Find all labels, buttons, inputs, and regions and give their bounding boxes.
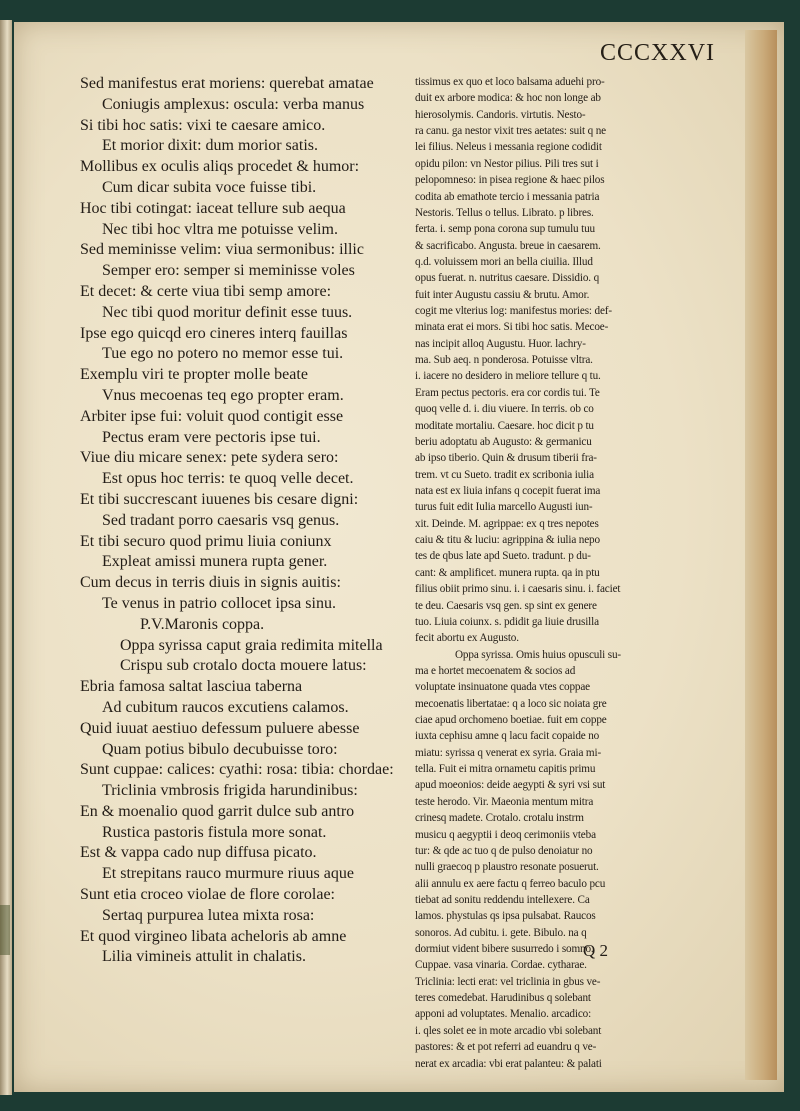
verse-line: Si tibi hoc satis: vixi te caesare amico. (80, 116, 326, 134)
verse-column (80, 74, 400, 968)
commentary-line: ferta. i. semp pona corona sup tumulu tuu (415, 223, 595, 236)
commentary-line: ra canu. ga nestor vixit tres aetates: suit q ne (415, 125, 607, 138)
verse-line: Et morior dixit: dum morior satis. (102, 137, 318, 155)
verse-line: Rustica pastoris fistula more sonat. (102, 823, 327, 841)
verse-line: En & moenalio quod garrit dulce sub antro (80, 802, 355, 820)
page-stain (0, 905, 10, 955)
commentary-line: lei filius. Neleus i messania regione codidit (415, 141, 602, 154)
verse-line: Nec tibi hoc vltra me potuisse velim. (102, 220, 338, 238)
commentary-line: opus fuerat. n. nutritus caesare. Dissidio. q (415, 272, 600, 285)
commentary-line: te deu. Caesaris vsq gen. sp sint ex genere (415, 599, 597, 612)
verse-line: Cum decus in terris diuis in signis auitis: (80, 574, 341, 592)
verse-line: Nec tibi quod moritur definit esse tuus. (102, 303, 353, 321)
commentary-line: fuit inter Augustu cassiu & brutu. Amor. (415, 288, 590, 301)
commentary-line: caiu & titu & luciu: agrippina & iulia nepo (415, 534, 600, 547)
commentary-line: tissimus ex quo et loco balsama aduehi pro- (415, 76, 605, 88)
verse-line: Sed manifestus erat moriens: querebat amatae (80, 75, 374, 92)
verse-line: Quid iuuat aestiuo defessum puluere abesse (80, 719, 360, 737)
commentary-line: cogit me vlterius log: manifestus mories: def- (415, 305, 612, 318)
commentary-line: sonoros. Ad cubitu. i. gete. Bibulo. na q (415, 926, 587, 939)
commentary-line: opidu pilon: vn Nestor pilius. Pili tres sut i (415, 157, 599, 170)
commentary-line: lamos. phystulas qs ipsa pulsabat. Raucos (415, 910, 596, 923)
commentary-line: Nestoris. Tellus o tellus. Librato. p libres. (415, 206, 594, 219)
commentary-line: pastores: & et pot referri ad euandru q ve- (415, 1041, 597, 1054)
verse-line: Et decet: & certe viua tibi semp amore: (80, 282, 332, 300)
verse-line: Lilia vimineis attulit in chalatis. (102, 948, 306, 966)
commentary-line: nerat ex arcadia: vbi erat palanteu: & palati (415, 1057, 602, 1070)
verse-line: Sed meminisse velim: viua sermonibus: illic (80, 241, 364, 259)
verse-line: Te venus in patrio collocet ipsa sinu. (102, 594, 336, 612)
commentary-line: Triclinia: lecti erat: vel triclinia in gbus ve- (415, 975, 601, 988)
folio-number: CCCXXVI (600, 40, 716, 66)
commentary-line: Eram pectus pectoris. era cor cordis tui. Te (415, 386, 600, 399)
commentary-line: tuo. Liuia coiunx. s. pdidit ga liuie drusilla (415, 615, 599, 628)
section-title: P.V.Maronis coppa. (140, 615, 265, 633)
commentary-line: apud moeonios: deide aegypti & syri vsi sut (415, 779, 606, 792)
commentary-line: & sacrificabo. Angusta. breue in caesarem. (415, 239, 601, 252)
commentary-line: tella. Fuit ei mitra ornametu capitis primu (415, 763, 596, 776)
verse-line: Sunt cuppae: calices: cyathi: rosa: tibia: chordae: (80, 761, 394, 779)
commentary-line: Oppa syrissa. Omis huius opusculi su- (455, 648, 621, 661)
commentary-line: alii annulu ex aere factu q ferreo baculo pcu (415, 877, 606, 890)
commentary-line: apponi ad voluptates. Menalio. arcadico: (415, 1008, 592, 1021)
page-fore-edge (745, 30, 777, 1080)
verse-line: Expleat amissi munera rupta gener. (102, 553, 328, 571)
commentary-line: nulli graecoq p plaustro resonate posuerut. (415, 861, 599, 874)
verse-line: Crispu sub crotalo docta mouere latus: (120, 657, 367, 675)
commentary-line: xit. Deinde. M. agrippae: ex q tres nepotes (415, 517, 599, 530)
verse-line: Triclinia vmbrosis frigida harundinibus: (102, 782, 358, 800)
commentary-line: miatu: syrissa q venerat ex syria. Graia mi- (415, 746, 602, 759)
verse-line: Mollibus ex oculis aliqs procedet & humor: (80, 158, 360, 176)
verse-line: Hoc tibi cotingat: iaceat tellure sub aequa (80, 199, 346, 217)
verse-line: Et tibi succrescant iuuenes bis cesare digni: (80, 490, 359, 508)
commentary-line: teres comedebat. Harudinibus q solebant (415, 992, 591, 1005)
verse-line: Sed tradant porro caesaris vsq genus. (102, 511, 340, 529)
verse-line: Sertaq purpurea lutea mixta rosa: (102, 906, 315, 924)
verse-line: Ad cubitum raucos excutiens calamos. (102, 698, 349, 716)
commentary-line: hierosolymis. Candoris. virtutis. Nesto- (415, 108, 586, 121)
verse-line: Sunt etia croceo violae de flore corolae: (80, 886, 335, 904)
verse-line: Ebria famosa saltat lasciua taberna (80, 678, 303, 696)
commentary-line: quoq velle d. i. diu viuere. In terris. ob co (415, 403, 594, 416)
commentary-line: nata est ex liuia infans q cocepit fuerat ima (415, 484, 601, 497)
verse-line: Quam potius bibulo decubuisse toro: (102, 740, 338, 758)
verse-line: Cum dicar subita voce fuisse tibi. (102, 178, 317, 196)
commentary-line: iuxta cephisu amne q lacu facit copaide no (415, 730, 600, 743)
commentary-line: dormiut vident bibere susurredo i somno. (415, 943, 594, 956)
commentary-line: i. qles solet ee in mote arcadio vbi solebant (415, 1024, 602, 1037)
commentary-line: moditate mortaliu. Caesare. hoc dicit p tu (415, 419, 594, 432)
verse-line: Ipse ego quicqd ero cineres interq fauillas (80, 324, 348, 342)
commentary-line: duit ex arbore modica: & hoc non longe ab (415, 92, 601, 105)
verse-line: Et quod virgineo libata acheloris ab amne (80, 927, 347, 945)
commentary-column (415, 74, 655, 1072)
commentary-line: ciae apud orchomeno boetiae. fuit em coppe (415, 714, 607, 727)
verse-line: Coniugis amplexus: oscula: verba manus (102, 95, 365, 113)
commentary-line: teste herodo. Vir. Maeonia mentum mitra (415, 795, 594, 808)
commentary-line: tiebat ad sonitu reddendu intellexere. Ca (415, 893, 590, 906)
verse-line: Est opus hoc terris: te quoq velle decet. (102, 470, 354, 488)
commentary-line: mecoenatis libertatae: q a loco sic noiata gre (415, 697, 607, 710)
commentary-line: fecit abortu ex Augusto. (415, 632, 519, 645)
verse-line: Arbiter ipse fui: voluit quod contigit esse (80, 407, 344, 425)
commentary-line: ab ipso tiberio. Quin & drusum tiberii fra- (415, 452, 597, 465)
commentary-line: trem. vt cu Sueto. tradit ex scribonia iulia (415, 468, 594, 481)
verse-line: Est & vappa cado nup diffusa picato. (80, 844, 317, 862)
verse-line: Oppa syrissa caput graia redimita mitella (120, 636, 383, 654)
commentary-line: beriu adoptatu ab Augusto: & germanicu (415, 435, 592, 448)
verse-line: Et tibi securo quod primu liuia coniunx (80, 532, 332, 550)
verse-line: Viue diu micare senex: pete sydera sero: (80, 449, 339, 467)
signature-mark: Q 2 (583, 941, 609, 960)
commentary-line: i. iacere no desidero in meliore tellure q tu. (415, 370, 601, 383)
commentary-line: nas incipit alloq Augustu. Huor. lachry- (415, 337, 586, 350)
commentary-line: tur: & qde ac tuo q de pulso denoiatur no (415, 844, 593, 857)
commentary-line: cant: & amplificet. munera rupta. qa in ptu (415, 566, 600, 579)
commentary-line: ma e hortet mecoenatem & socios ad (415, 664, 576, 677)
commentary-line: turus fuit edit Iulia marcello Augusti iun- (415, 501, 593, 514)
commentary-line: Cuppae. vasa vinaria. Cordae. cytharae. (415, 959, 587, 972)
commentary-line: voluptate insinuatone quada vtes coppae (415, 681, 590, 694)
commentary-line: ma. Sub aeq. n ponderosa. Potuisse vltra. (415, 354, 593, 367)
commentary-line: crinesq madete. Crotalo. crotalu instrm (415, 812, 584, 825)
verse-line: Tue ego no potero no memor esse tui. (102, 345, 344, 363)
commentary-line: tes de qbus late apd Sueto. tradunt. p du- (415, 550, 591, 563)
commentary-line: q.d. voluissem mori an bella ciuilia. Illud (415, 255, 593, 268)
commentary-line: pelopomneso: in pisea regione & haec pilos (415, 174, 605, 187)
verse-line: Exemplu viri te propter molle beate (80, 366, 308, 384)
commentary-line: filius obiit primo sinu. i. i caesaris sinu. i. faciet (415, 583, 621, 596)
commentary-line: musicu q aegyptii i deoq cerimoniis vteba (415, 828, 596, 841)
verse-line: Vnus mecoenas teq ego propter eram. (102, 386, 344, 404)
commentary-line: codita ab emathote tercio i messania patria (415, 190, 600, 203)
commentary-line: minata erat ei mors. Si tibi hoc satis. Mecoe- (415, 321, 609, 334)
verse-line: Semper ero: semper si meminisse voles (102, 262, 355, 280)
verse-line: Pectus eram vere pectoris ipse tui. (102, 428, 321, 446)
verse-line: Et strepitans rauco murmure riuus aque (102, 865, 354, 883)
